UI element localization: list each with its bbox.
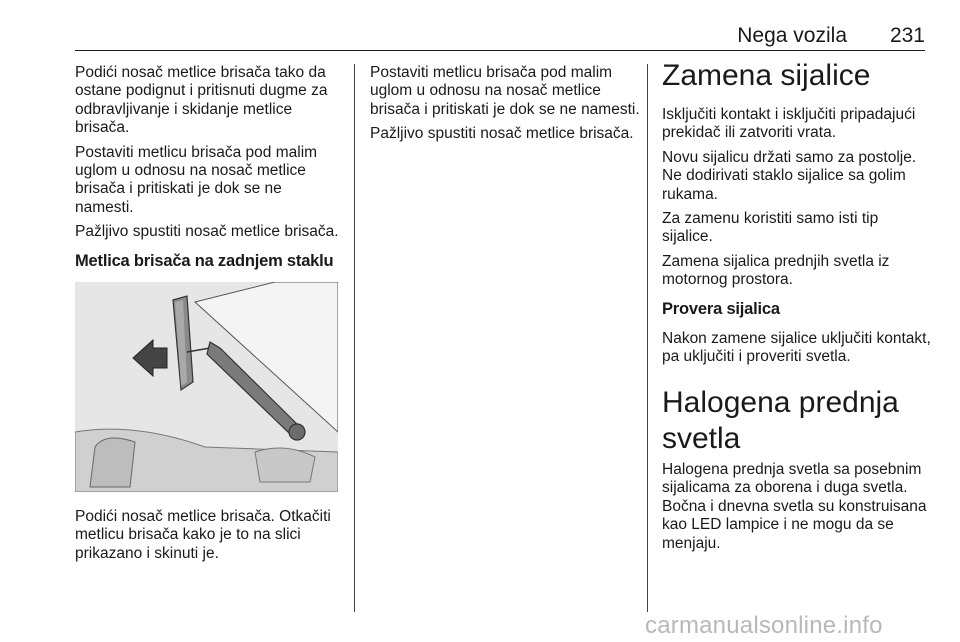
column-divider [354,64,355,612]
paragraph: Za zamenu koristiti samo isti tip sijalice. [662,210,879,246]
figure-caption: Podići nosač metlice brisača. Otkačiti metlicu brisača kako je to na slici prikazano i skinuti je. [75,508,331,562]
column-1 [75,64,343,569]
section-heading: Provera sijalica [662,299,780,318]
column-2 [370,64,640,150]
watermark: carmanualsonline.info [645,612,883,639]
wiper-removal-drawing [75,282,338,492]
chapter-title: Zamena sijalice [662,59,871,92]
paragraph: Postaviti metlicu brisača pod malim uglom u odnosu na nosač metlice brisača i pritiskati je dok se ne namesti. [75,143,318,216]
column-divider [647,64,648,612]
paragraph: Pažljivo spustiti nosač metlice brisača. [370,125,634,143]
page-number: 231 [889,24,925,47]
paragraph: Podići nosač metlice brisača tako da ostane podignut i pritisnuti dugme za odbravljivanje i skidanje metlice brisača. [75,64,328,137]
paragraph: Postaviti metlicu brisača pod malim uglom u odnosu na nosač metlice brisača i pritiskati je dok se ne namesti. [370,64,640,118]
section-title: Nega vozila [737,24,847,47]
header-rule [75,50,925,51]
paragraph: Zamena sijalica prednjih svetla iz motornog prostora. [662,252,890,289]
section-heading: Metlica brisača na zadnjem staklu [75,251,334,270]
page-header [75,24,925,50]
paragraph: Halogena prednja svetla sa posebnim sijalicama za oborena i duga svetla. Bočna i dnevna svetla su konstruisana kao LED lampice i ne mogu da se menjaju. [662,460,927,552]
paragraph: Novu sijalicu držati samo za postolje. Ne dodirivati staklo sijalice sa golim rukama. [662,148,917,203]
rear-wiper-illustration [75,282,338,492]
paragraph: Pažljivo spustiti nosač metlice brisača. [75,223,339,241]
chapter-title: Halogena prednja svetla [662,385,899,455]
paragraph: Isključiti kontakt i isključiti pripadajući prekidač ili zatvoriti vrata. [662,106,916,142]
column-3 [662,58,932,559]
paragraph: Nakon zamene sijalice uključiti kontakt, pa uključiti i proveriti svetla. [662,330,931,366]
